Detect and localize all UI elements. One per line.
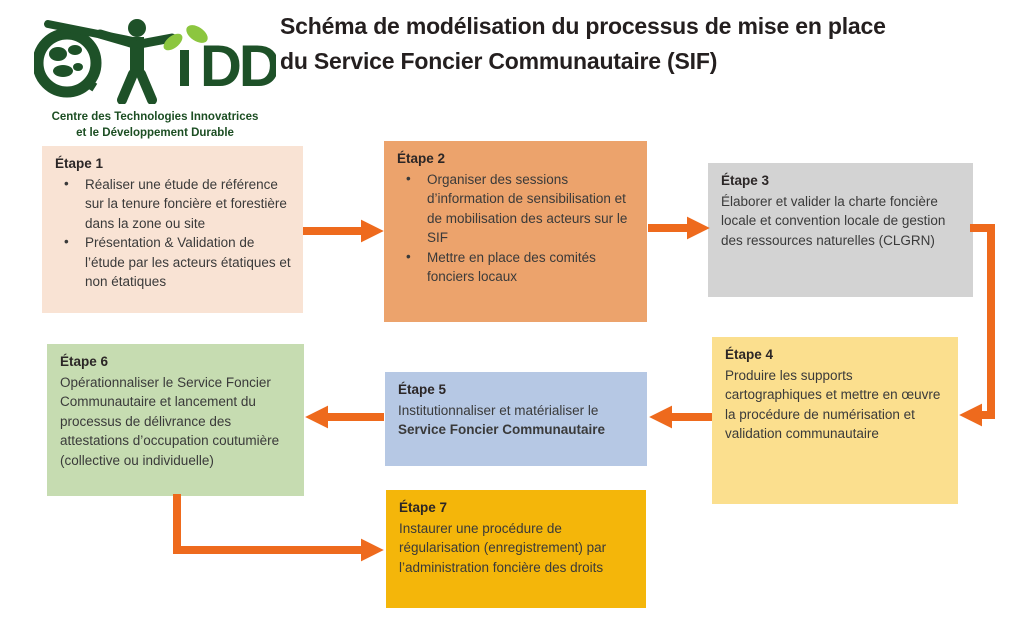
step-etape-7 [386, 490, 646, 608]
step-etape-2 [384, 141, 647, 322]
step-etape-5-label: Étape 5 [398, 382, 447, 397]
ctidd-logo [34, 8, 276, 141]
step-etape-7-text: Instaurer une procédure de régularisation (enregistrement) par l’administration foncière des droits [399, 520, 607, 575]
step-etape-5-text-bold: Service Foncier Communautaire [398, 422, 606, 438]
ctidd-logo-art [34, 8, 276, 104]
step-etape-1 [42, 146, 303, 313]
arrow-etape6-to-etape7 [177, 494, 362, 550]
step-etape-5 [385, 372, 647, 466]
step-etape-3 [708, 163, 973, 297]
page-title-line2: du Service Foncier Communautaire (SIF) [280, 48, 718, 74]
step-etape-1-bullets [55, 175, 291, 292]
arrow-etape3-to-etape4 [970, 228, 991, 415]
step-etape-4-text: Produire les supports cartographiques et mettre en œuvre la procédure de numérisation et validation communautaire [725, 367, 941, 442]
bullet-item: • Réaliser une étude de référence sur la tenure foncière et forestière dans la zone ou site [55, 175, 291, 234]
step-etape-7-label: Étape 7 [399, 500, 448, 515]
step-etape-2-label: Étape 2 [397, 151, 446, 166]
step-etape-1-label: Étape 1 [55, 156, 104, 171]
step-etape-6-label: Étape 6 [60, 354, 109, 369]
step-etape-5-text-regular: Institutionnaliser et matérialiser le [398, 402, 599, 418]
org-name-line1: Centre des Technologies Innovatrices [51, 111, 259, 123]
step-etape-4 [712, 337, 958, 504]
step-etape-3-text: Élaborer et valider la charte foncière locale et convention locale de gestion des ressources naturelles (CLGRN) [721, 193, 946, 248]
step-etape-6-text: Opérationnaliser le Service Foncier Communautaire et lancement du processus de délivrance des attestations d’occupation coutumière (collective ou individuelle) [60, 374, 280, 468]
person-icon [100, 19, 172, 100]
page-title [280, 9, 886, 79]
step-etape-3-label: Étape 3 [721, 173, 770, 188]
bullet-item: • Organiser des sessions d’information de sensibilisation et de mobilisation des acteurs sur le SIF [397, 170, 635, 248]
bullet-item: • Mettre en place des comités fonciers locaux [397, 248, 635, 287]
step-etape-2-bullets [397, 170, 635, 287]
globe-icon [38, 34, 97, 92]
org-name-line2: et le Développement Durable [76, 126, 234, 139]
page-title-line1: Schéma de modélisation du processus de mise en place [280, 13, 886, 39]
step-etape-6 [47, 344, 304, 496]
step-etape-4-label: Étape 4 [725, 347, 774, 362]
bullet-item: • Présentation & Validation de l’étude par les acteurs étatiques et non étatiques [55, 233, 291, 292]
logo-letters-dd: DD [200, 34, 276, 99]
